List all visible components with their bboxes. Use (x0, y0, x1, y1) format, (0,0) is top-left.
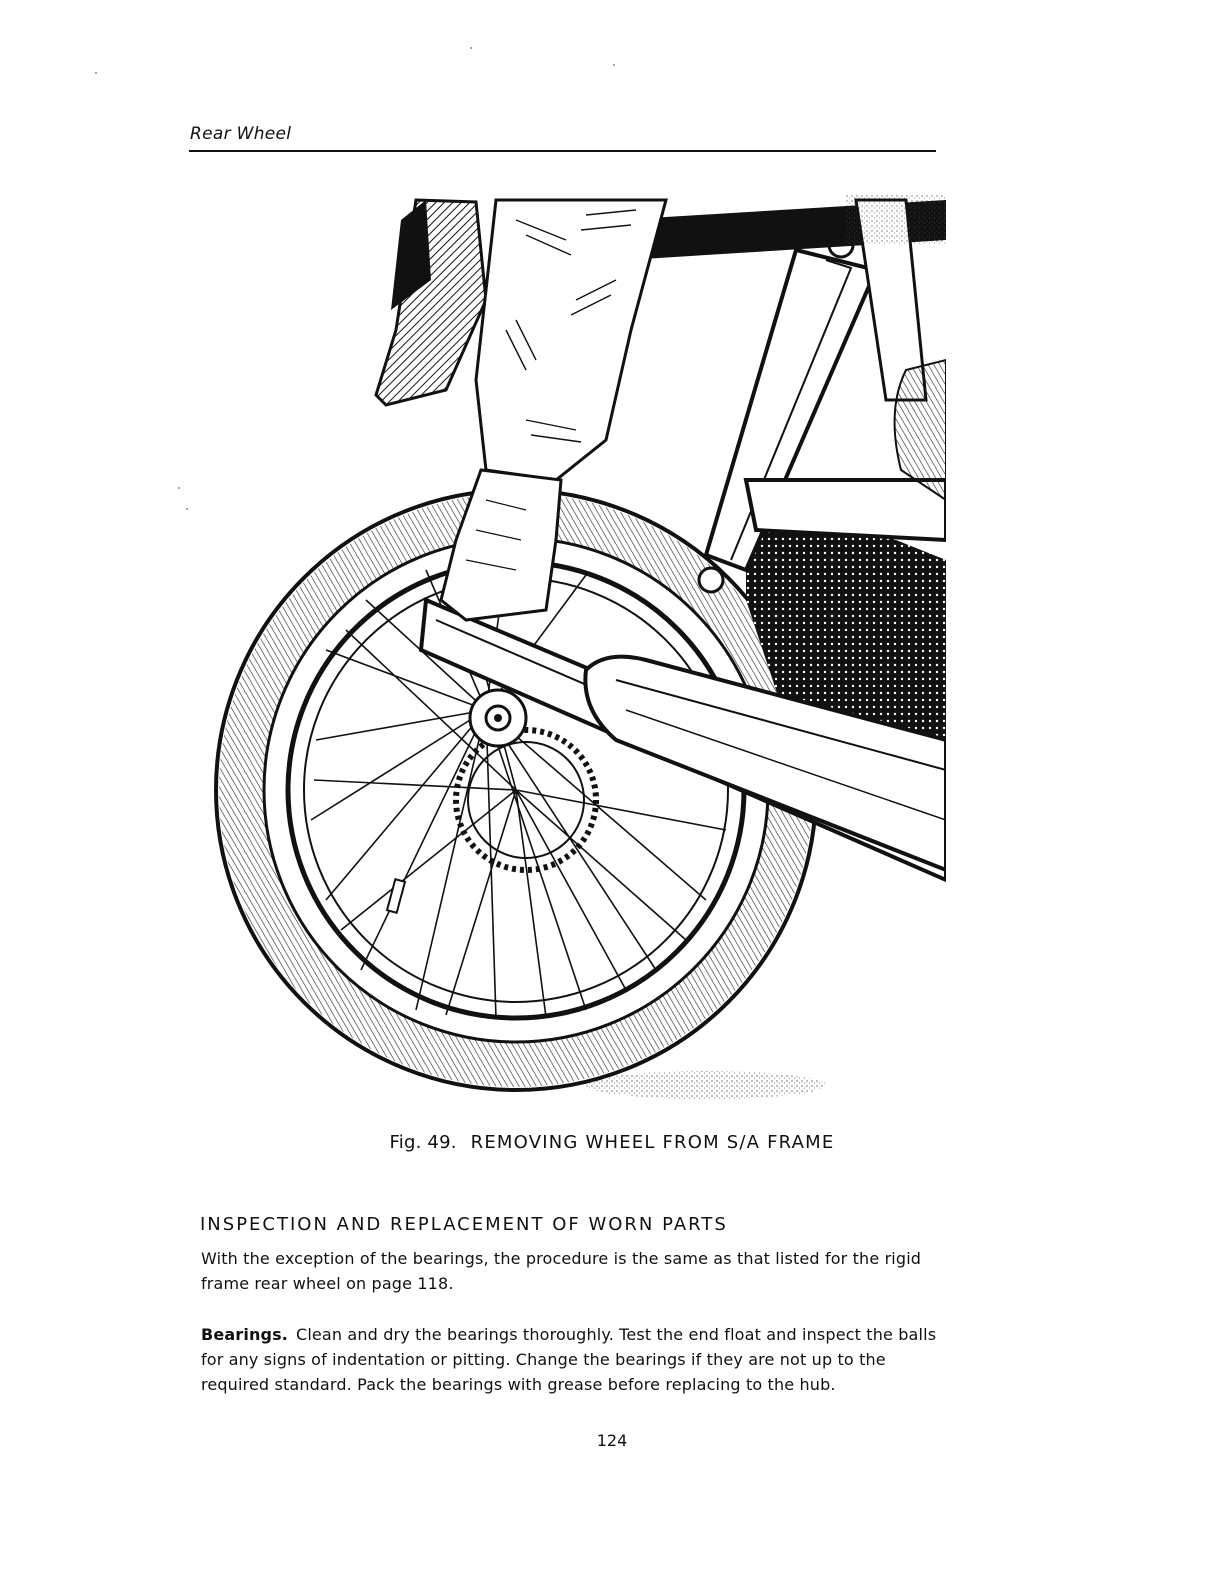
figure-title: REMOVING WHEEL FROM S/A FRAME (470, 1132, 835, 1153)
bearings-paragraph (201, 1322, 951, 1397)
axle-center (494, 714, 502, 722)
bearings-text: Clean and dry the bearings thoroughly. Test the end float and inspect the balls for any signs of indentation or pitting. Change the bearings if they are not up to the required standard. Pack the bearings with grease before replacing to the hub. (201, 1325, 937, 1394)
suspension-bottom-bolt (699, 568, 723, 592)
scan-speck (470, 47, 472, 49)
running-head: Rear Wheel (190, 124, 292, 144)
mechanic-leg (476, 200, 666, 480)
figure-number: Fig. 49. (389, 1132, 457, 1153)
header-rule (189, 150, 936, 152)
scan-speck (178, 487, 180, 489)
frame-tube-lower (746, 480, 946, 540)
scan-speck (613, 64, 615, 66)
scan-speck (95, 72, 97, 74)
section-heading: INSPECTION AND REPLACEMENT OF WORN PARTS (200, 1214, 728, 1235)
shading-stipple (846, 195, 946, 245)
ground-shadow (586, 1071, 826, 1099)
intro-paragraph: With the exception of the bearings, the procedure is the same as that listed for the rigid frame rear wheel on page 118. (201, 1249, 922, 1293)
figure-caption (0, 1132, 1224, 1153)
figure-49-illustration (186, 180, 946, 1110)
page-number: 124 (596, 1431, 628, 1450)
mechanic-shoe (441, 470, 561, 620)
bearings-run-in: Bearings. (201, 1325, 289, 1344)
